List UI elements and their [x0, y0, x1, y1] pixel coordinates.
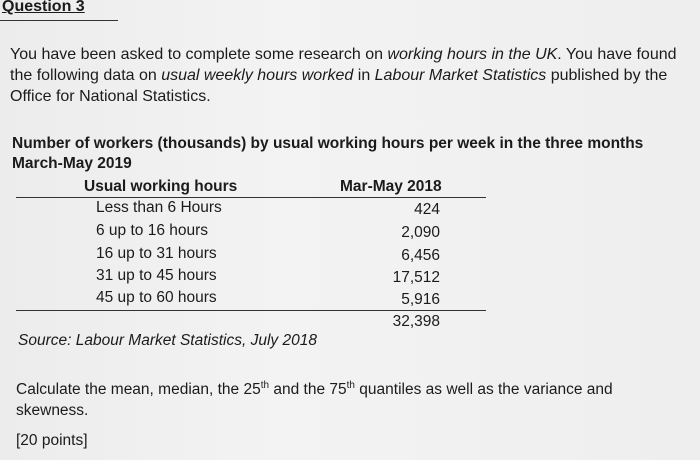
calc-sup-1: th	[260, 380, 270, 391]
col-header-period: Mar-May 2018	[340, 178, 442, 195]
intro-text-3: in	[353, 67, 375, 84]
calc-sup-2: th	[346, 380, 355, 391]
source-citation: Source: Labour Market Statistics, July 2018	[18, 332, 317, 349]
table-row-hours: Less than 6 Hours	[96, 199, 222, 216]
table-row-hours: 31 up to 45 hours	[96, 267, 217, 284]
intro-text-4: published by the Office for National Statistics.	[10, 67, 668, 105]
intro-emphasis-1: working hours in the UK	[387, 46, 558, 63]
table-rule-top	[16, 197, 486, 198]
calc-text-3: quantiles as well as the variance and skewness.	[16, 381, 613, 420]
calc-text-1: Calculate the mean, median, the 25	[16, 381, 261, 399]
col-header-hours: Usual working hours	[84, 178, 238, 195]
table-row-value: 424	[414, 201, 440, 218]
calc-text-2: and the 75	[269, 381, 347, 399]
table-rule-bottom	[16, 310, 486, 311]
table-row-hours: 45 up to 60 hours	[96, 289, 217, 306]
intro-text-1: You have been asked to complete some research on	[10, 46, 388, 63]
table-row-value: 17,512	[392, 269, 440, 286]
points-label: [20 points]	[16, 432, 88, 449]
intro-emphasis-3: Labour Market Statistics	[374, 67, 547, 84]
table-row-value: 6,456	[401, 247, 440, 264]
table-total: 32,398	[392, 313, 440, 330]
table-row-hours: 6 up to 16 hours	[96, 222, 209, 239]
question-title: Question 3	[2, 0, 85, 15]
table-row-value: 5,916	[401, 291, 440, 308]
table-title: Number of workers (thousands) by usual working hours per week in the three months March-May 2019	[12, 135, 644, 172]
table-row-hours: 16 up to 31 hours	[96, 245, 217, 262]
intro-emphasis-2: usual weekly hours worked	[161, 67, 354, 84]
table-row-value: 2,090	[401, 224, 440, 241]
intro-paragraph	[10, 44, 690, 107]
intro-text-2: . You have found the following data on	[10, 46, 677, 84]
title-underline	[0, 20, 118, 21]
task-instruction	[16, 375, 676, 421]
